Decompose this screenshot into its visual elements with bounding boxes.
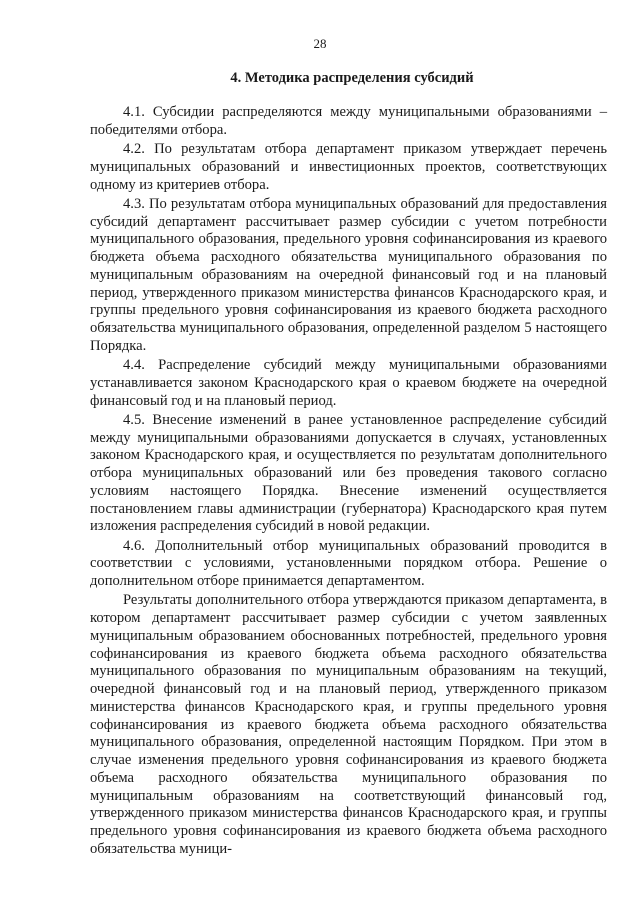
section-title: 4. Методика распределения субсидий [230, 70, 474, 86]
paragraph-4-3: 4.3. По результатам отбора муниципальных образований для предоставления субсидий департамент рассчитывает размер субсидии с учетом потребности муниципального образования, предельного уровня софинансирования из краевого бюджета объема расходного обязательства муниципального образования по муниципальным образованиям на очередной финансовый год и на плановый период, утвержденного приказом министерства финансов Краснодарского края, и группы предельного уровня софинансирования из краевого бюджета расходного обязательства муниципального образования, определенной разделом 5 настоящего Порядка. [90, 195, 607, 354]
paragraph-4-4: 4.4. Распределение субсидий между муниципальными образованиями устанавливается законом Краснодарского края о краевом бюджете на очередной финансовый год и на плановый период. [90, 357, 607, 409]
paragraph-4-2: 4.2. По результатам отбора департамент приказом утверждает перечень муниципальных образований и инвестиционных проектов, соответствующих одному из критериев отбора. [90, 141, 607, 193]
page-number: 28 [313, 36, 327, 51]
paragraph-4-5: 4.5. Внесение изменений в ранее установленное распределение субсидий между муниципальными образованиями допускается в случаях, установленных законом Краснодарского края, и осуществляется по результатам дополнительного отбора муниципальных образований или без проведения такового согласно условиям настоящего Порядка. Внесение изменений осуществляется постановлением главы администрации (губернатора) Краснодарского края путем изложения распределения субсидий в новой редакции. [90, 411, 607, 535]
section-body [90, 104, 607, 860]
paragraph-4-1: 4.1. Субсидии распределяются между муниципальными образованиями – победителями отбора. [90, 104, 607, 138]
paragraph-additional-selection-results: Результаты дополнительного отбора утверждаются приказом департамента, в котором департамент рассчитывает размер субсидии с учетом заявленных муниципальным образованием обоснованных потребностей, предельного уровня софинансирования из краевого бюджета объема расходного обязательства муниципального образования по муниципальным образованиям на текущий, очередной финансовый год и на плановый период, утвержденного приказом министерства финансов Краснодарского края, и группы предельного уровня софинансирования из краевого бюджета объема расходного обязательства муниципального образования, определенной настоящим Порядком. При этом в случае изменения предельного уровня софинансирования из краевого бюджета объема расходного обязательства муниципального образования по муниципальным образованиям на соответствующий финансовый год, утвержденного приказом министерства финансов Краснодарского края, и группы предельного уровня софинансирования из краевого бюджета объема расходного обязательства муници- [90, 592, 607, 857]
paragraph-4-6: 4.6. Дополнительный отбор муниципальных образований проводится в соответствии с условиями, установленными порядком отбора. Решение о дополнительном отборе принимается департаментом. [90, 537, 607, 589]
